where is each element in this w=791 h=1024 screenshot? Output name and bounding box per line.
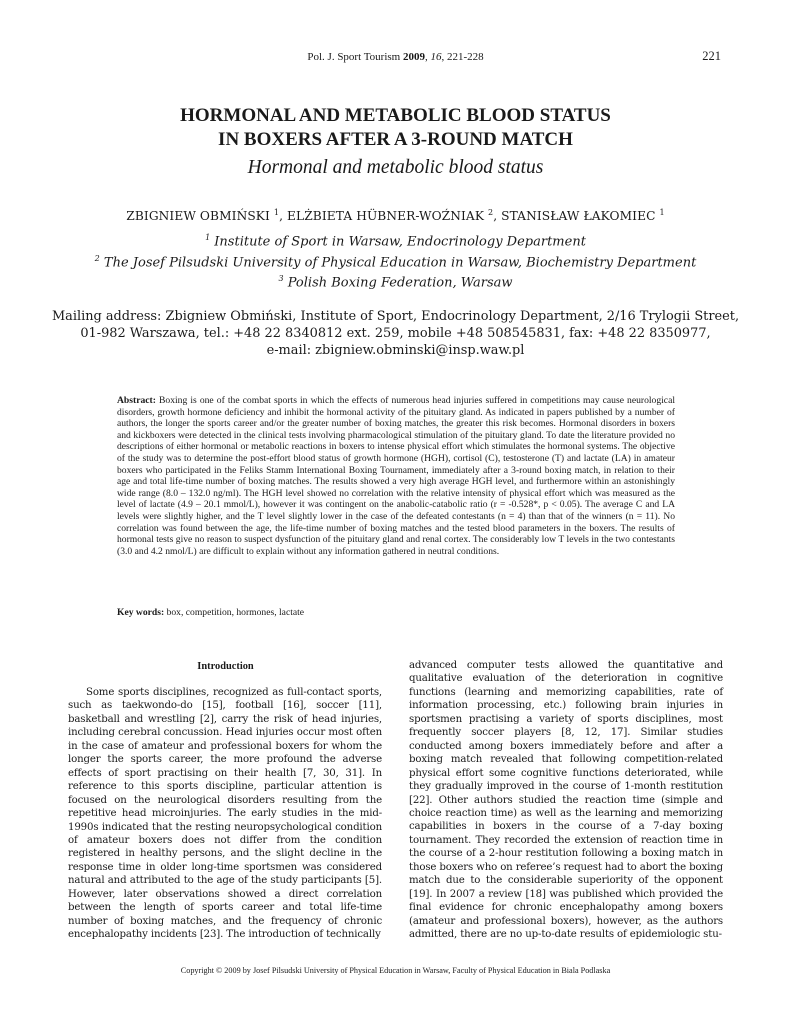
copyright-footer: Copyright © 2009 by Josef Pilsudski University of Physical Education in Warsaw, Faculty of Physical Education in Biala Podlaska	[180, 966, 611, 975]
affiliation: $^2$ The Josef Pilsudski University of Physical Education in Warsaw, Biochemistry Department	[94, 254, 697, 271]
abstract-text: Boxing is one of the combat sports in which the effects of numerous head injuries suffered in competitions may cause neurological disorders, growth hormone deficiency and inhibit the hormonal activity of the pituitary gland. As indicated in papers published by a number of authors, the longer the sports career and/or the greater number of boxing matches, the greater this risk becomes. Hormonal disorders in boxers and kickboxers were detected in the clinical tests involving pharmacological stimulation of the pituitary gland. To date the literature provided no descriptions of either hormonal or metabolic reactions in boxers to intense physical effort which stimulates the hormonal systems. The objective of the study was to determine the post-effort blood status of growth hormone (HGH), cortisol (C), testosterone (T) and lactate (LA) in amateur boxers who participated in the Feliks Stamm International Boxing Tournament, immediately after a 3-round boxing match, in relation to their age and total life-time number of boxing matches. The results showed a very high average HGH level, and furthermore within an astonishingly wide range (8.0 – 132.0 ng/ml). The HGH level showed no correlation with the relative intensity of physical effort which was measured as the level of lactate (4.9 – 20.1 mmol/L), however it was contingent on the anabolic-catabolic ratio (r = -0.528*, p < 0.05). The average C and LA levels were slightly higher, and the T level slightly lower in the case of the defeated contestants (n = 4) than that of the winners (n = 11). No correlation was found between the age, the life-time number of boxing matches and the tested blood parameters in the boxers. The results of hormonal tests give no reason to suspect dysfunction of the pituitary gland and renal cortex. The considerably low T levels in the two contestants (3.0 and 4.2 nmol/L) are difficult to explain without any information gathered in neutral conditions.	[117, 395, 675, 557]
mailing-address-line-2: 01-982 Warszawa, tel.: +48 22 8340812 ext. 259, mobile +48 508545831, fax: +48 22 8350977,	[80, 326, 711, 341]
keywords-label: Key words:	[117, 607, 165, 618]
keywords-text: box, competition, hormones, lactate	[164, 607, 305, 618]
paper-title-line-2: IN BOXERS AFTER A 3-ROUND MATCH	[218, 129, 573, 150]
running-header	[0, 51, 791, 67]
keywords	[117, 607, 675, 618]
mailing-email: e-mail: zbigniew.obminski@insp.waw.pl	[266, 343, 525, 358]
author-list: ZBIGNIEW OBMIŃSKI $^1$, ELŻBIETA HÜBNER-WOŹNIAK $^2$, STANISŁAW ŁAKOMIEC $^1$	[126, 208, 665, 224]
section-heading-introduction: Introduction	[197, 661, 254, 672]
paper-title-line-1: HORMONAL AND METABOLIC BLOOD STATUS	[180, 105, 611, 126]
author-name: ZBIGNIEW OBMIŃSKI	[126, 209, 270, 224]
mailing-address-line-1: Mailing address: Zbigniew Obmiński, Institute of Sport, Endocrinology Department, 2/16 Trylogii Street,	[51, 309, 740, 324]
abstract	[117, 395, 675, 557]
author-name: ELŻBIETA HÜBNER-WOŹNIAK	[287, 209, 485, 224]
body-column-left: Some sports disciplines, recognized as full-contact sports, such as taekwondo-do [15], football [16], soccer [11], basketball and wrestling [2], carry the risk of head injuries, including cerebral concussion. Head injuries occur most often in the case of amateur and professional boxers for whom the longer the sports career, the more profound the adverse effects of sport practising on their health [7, 30, 31]. In reference to this sports discipline, particular attention is focused on the neurological disorders resulting from the repetitive head microinjuries. The early studies in the mid-1990s indicated that the resting neuropsychological condition of amateur boxers does not differ from the condition registered in healthy persons, and the slight decline in the response time in older long-time sportsmen was considered natural and attributed to the age of the study participants [5]. However, later observations showed a direct correlation between the length of sports career and total life-time number of boxing matches, and the frequency of chronic encephalopathy incidents [23]. The introduction of technically	[68, 687, 382, 941]
journal-citation: Pol. J. Sport Tourism 2009, 16, 221-228	[307, 51, 484, 63]
abstract-label: Abstract:	[117, 395, 156, 406]
page-number: 221	[702, 49, 721, 63]
affiliation: $^3$ Polish Boxing Federation, Warsaw	[278, 274, 513, 291]
paper-subtitle: Hormonal and metabolic blood status	[247, 157, 544, 178]
affiliation: $^1$ Institute of Sport in Warsaw, Endocrinology Department	[205, 233, 586, 250]
author-name: STANISŁAW ŁAKOMIEC	[501, 209, 656, 224]
body-column-right: advanced computer tests allowed the quantitative and qualitative evaluation of the deterioration in cognitive functions (learning and memorizing capabilities, rate of information processing, etc.) following brain injuries in sportsmen practising a variety of sports disciplines, most frequently soccer players [8, 12, 17]. Similar studies conducted among boxers immediately before and after a boxing match revealed that following competition-related physical effort some cognitive functions deteriorated, while they gradually improved in the course of 1-month restitution [22]. Other authors studied the reaction time (simple and choice reaction time) as well as the learning and memorizing capabilities in boxers in the course of a 7-day boxing tournament. They recorded the extension of reaction time in the course of a 2-hour restitution following a boxing match in those boxers who on referee’s request had to abort the boxing match due to the considerable superiority of the opponent [19]. In 2007 a review [18] was published which provided the final evidence for chronic encephalopathy among boxers (amateur and professional boxers), however, as the authors admitted, there are no up-to-date results of epidemiologic stu-	[409, 660, 723, 941]
